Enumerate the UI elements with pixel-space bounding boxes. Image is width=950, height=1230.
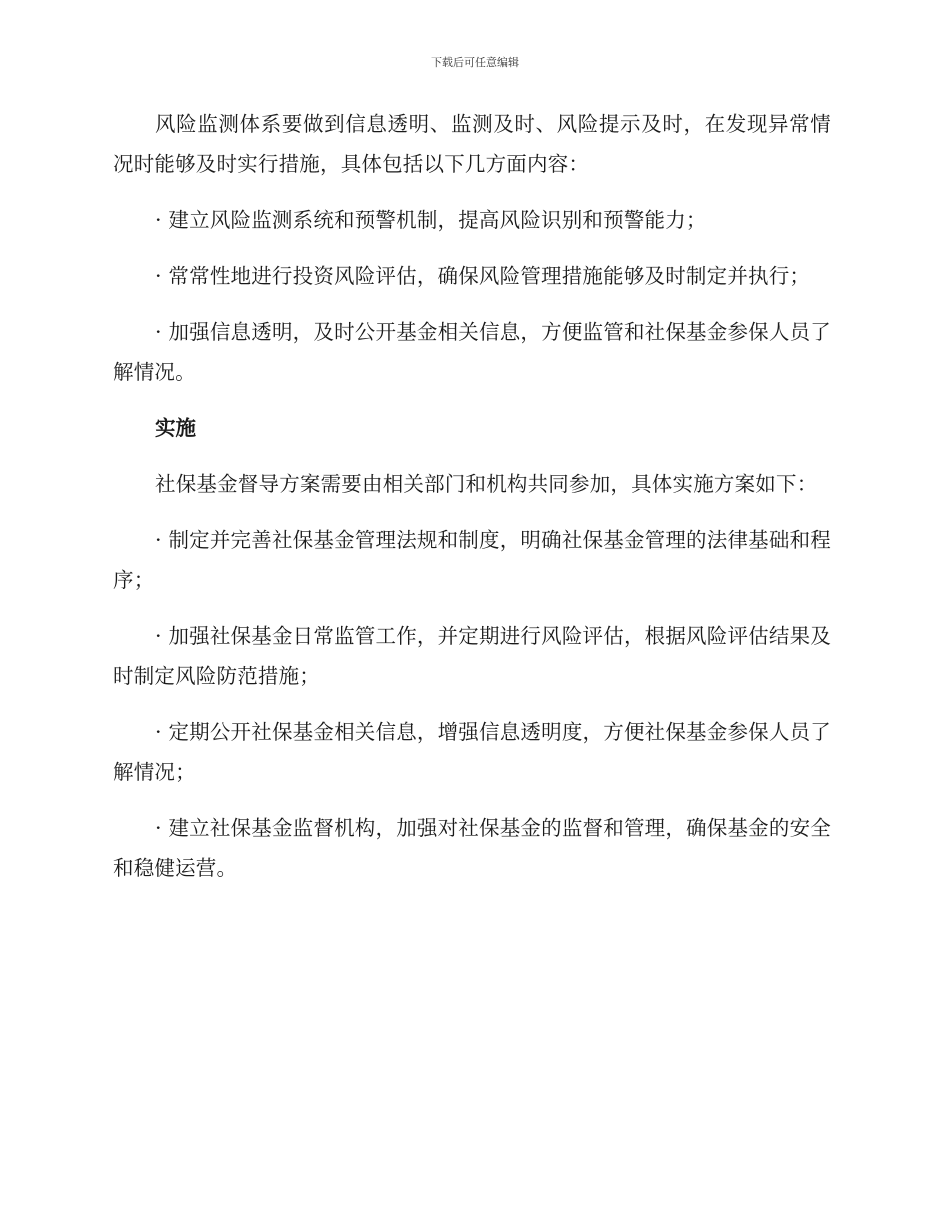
intro-paragraph: 风险监测体系要做到信息透明、监测及时、风险提示及时，在发现异常情况时能够及时实行措施，具体包括以下几方面内容： <box>113 112 831 176</box>
bullet-item: · 定期公开社保基金相关信息，增强信息透明度，方便社保基金参保人员了解情况； <box>113 720 831 784</box>
bullet-item: · 加强社保基金日常监管工作，并定期进行风险评估，根据风险评估结果及时制定风险防范措施； <box>113 624 831 688</box>
bullet-item: · 建立社保基金监督机构，加强对社保基金的监督和管理，确保基金的安全和稳健运营。 <box>113 816 831 880</box>
bullet-item: · 常常性地进行投资风险评估，确保风险管理措施能够及时制定并执行； <box>155 264 811 288</box>
page-header: 下载后可任意编辑 <box>431 56 519 69</box>
bullet-item: · 制定并完善社保基金管理法规和制度，明确社保基金管理的法律基础和程序； <box>113 528 831 592</box>
document-body <box>113 104 831 904</box>
section-intro-paragraph: 社保基金督导方案需要由相关部门和机构共同参加，具体实施方案如下： <box>155 472 818 496</box>
section-heading: 实施 <box>155 416 196 440</box>
bullet-item: · 建立风险监测系统和预警机制，提高风险识别和预警能力； <box>155 208 707 232</box>
bullet-item: · 加强信息透明，及时公开基金相关信息，方便监管和社保基金参保人员了解情况。 <box>113 320 831 384</box>
